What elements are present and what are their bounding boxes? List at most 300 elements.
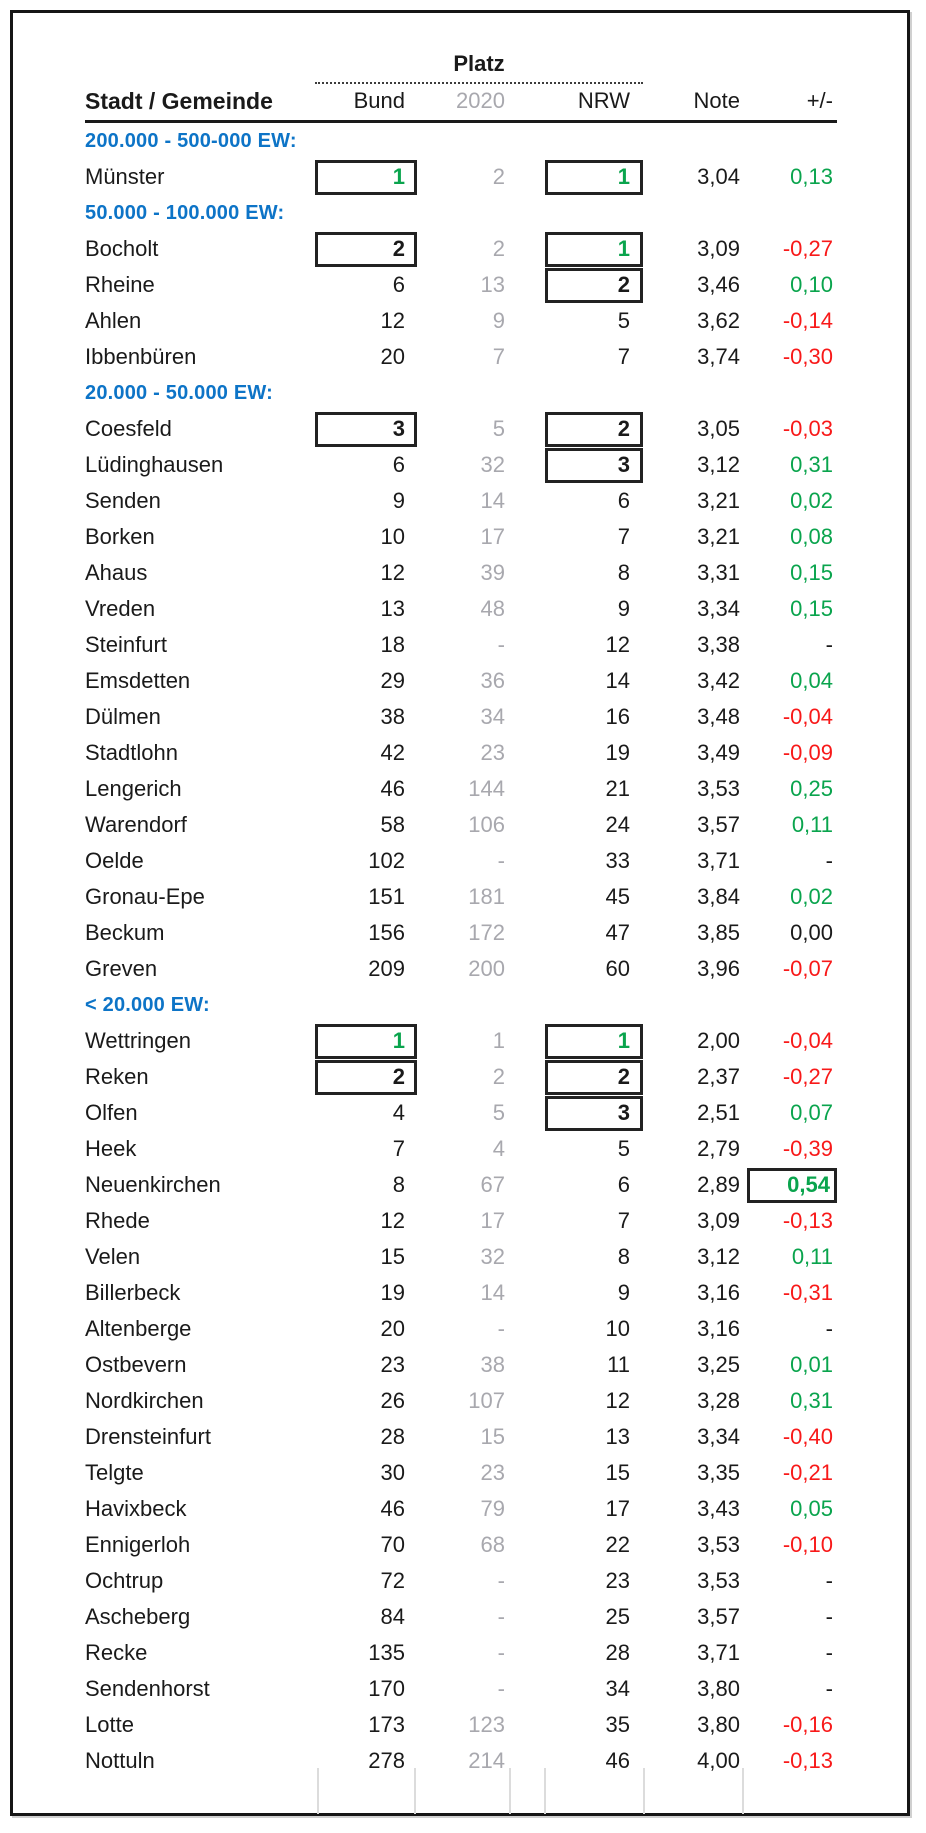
grade-note: 3,62 xyxy=(697,308,740,333)
rank-bund: 12 xyxy=(380,308,405,333)
rank-nrw xyxy=(545,160,643,195)
table-row xyxy=(85,1167,837,1203)
table-row xyxy=(85,555,837,591)
rank-nrw: 11 xyxy=(607,1352,630,1377)
rank-bund: 4 xyxy=(392,1100,405,1125)
city-name: Senden xyxy=(85,488,161,513)
rank-bund: 12 xyxy=(380,1208,405,1233)
grade-note: 3,05 xyxy=(697,416,740,441)
rank-2020: - xyxy=(497,1604,505,1629)
city-name: Bocholt xyxy=(85,236,159,261)
city-name: Münster xyxy=(85,164,165,189)
grade-change: 0,13 xyxy=(790,164,833,189)
rank-nrw: 14 xyxy=(605,668,630,693)
table-row xyxy=(85,699,837,735)
table-row xyxy=(85,843,837,879)
rank-nrw: 12 xyxy=(605,1388,630,1413)
city-name: Vreden xyxy=(85,596,156,621)
rank-2020: 5 xyxy=(492,416,505,441)
rank-nrw: 28 xyxy=(605,1640,630,1665)
rank-2020: - xyxy=(497,1676,505,1701)
grade-note: 2,79 xyxy=(697,1136,740,1161)
rank-nrw: 23 xyxy=(605,1568,630,1593)
column-header-2020: 2020 xyxy=(456,88,505,113)
grade-note: 3,38 xyxy=(697,632,740,657)
grade-note: 3,12 xyxy=(697,1244,740,1269)
city-name: Borken xyxy=(85,524,155,549)
grade-note: 3,42 xyxy=(697,668,740,693)
grade-note: 3,71 xyxy=(697,1640,740,1665)
grade-change: 0,15 xyxy=(790,596,833,621)
rank-nrw: 9 xyxy=(617,596,630,621)
rank-2020: 23 xyxy=(480,1460,505,1485)
group-header-label: 50.000 - 100.000 EW: xyxy=(85,201,285,224)
grade-note: 3,12 xyxy=(697,452,740,477)
rank-bund: 151 xyxy=(368,884,405,909)
rank-nrw: 45 xyxy=(605,884,630,909)
city-name: Nottuln xyxy=(85,1748,155,1773)
grade-change: - xyxy=(825,1316,833,1341)
grade-change: -0,31 xyxy=(782,1280,833,1305)
rank-bund: 28 xyxy=(380,1424,405,1449)
grade-note: 2,00 xyxy=(697,1028,740,1053)
city-name: Oelde xyxy=(85,848,144,873)
grade-change: 0,02 xyxy=(790,884,833,909)
rank-2020: 2 xyxy=(492,236,505,261)
rank-box: 1 xyxy=(315,160,417,195)
grade-note: 3,28 xyxy=(697,1388,740,1413)
table-row xyxy=(85,1743,837,1779)
rank-bund: 135 xyxy=(368,1640,405,1665)
rank-bund: 13 xyxy=(380,596,405,621)
grade-note: 3,21 xyxy=(697,524,740,549)
city-name: Lengerich xyxy=(85,776,182,801)
city-name: Greven xyxy=(85,956,158,981)
city-name: Emsdetten xyxy=(85,668,191,693)
rank-2020: 32 xyxy=(480,1244,505,1269)
rank-2020: 123 xyxy=(468,1712,505,1737)
rank-nrw: 8 xyxy=(617,560,630,585)
city-name: Drensteinfurt xyxy=(85,1424,211,1449)
column-header-nrw: NRW xyxy=(577,88,630,113)
grade-note: 3,57 xyxy=(697,812,740,837)
grade-change: 0,15 xyxy=(790,560,833,585)
city-name: Recke xyxy=(85,1640,148,1665)
grade-change: 0,31 xyxy=(790,1388,833,1413)
rank-nrw: 6 xyxy=(617,1172,630,1197)
rank-2020: 14 xyxy=(480,488,505,513)
city-name: Ibbenbüren xyxy=(85,344,197,369)
rank-box: 2 xyxy=(315,1060,417,1095)
rank-nrw: 35 xyxy=(605,1712,630,1737)
grade-change: -0,04 xyxy=(782,704,833,729)
table-row xyxy=(85,807,837,843)
rank-2020: 5 xyxy=(492,1100,505,1125)
table-row xyxy=(85,1059,837,1095)
grade-change: -0,13 xyxy=(782,1208,833,1233)
rank-nrw: 47 xyxy=(605,920,630,945)
grade-note: 3,34 xyxy=(697,1424,740,1449)
rank-2020: 9 xyxy=(492,308,505,333)
gridline-stub xyxy=(509,1768,511,1814)
rank-2020: 67 xyxy=(480,1172,505,1197)
rank-bund: 209 xyxy=(368,956,405,981)
group-header-label: 20.000 - 50.000 EW: xyxy=(85,381,273,404)
city-name: Billerbeck xyxy=(85,1280,181,1305)
rank-2020: 23 xyxy=(480,740,505,765)
grade-change: -0,10 xyxy=(782,1532,833,1557)
city-name: Ahaus xyxy=(85,560,148,585)
rank-box: 2 xyxy=(545,268,643,303)
rank-bund: 15 xyxy=(380,1244,405,1269)
table-row xyxy=(85,1347,837,1383)
city-name: Wettringen xyxy=(85,1028,191,1053)
rank-box: 1 xyxy=(545,1024,643,1059)
rank-2020: 48 xyxy=(480,596,505,621)
city-name: Beckum xyxy=(85,920,165,945)
rank-nrw: 13 xyxy=(605,1424,630,1449)
table-row xyxy=(85,591,837,627)
rank-bund: 8 xyxy=(392,1172,405,1197)
grade-change: 0,11 xyxy=(791,1244,833,1269)
grade-change: -0,40 xyxy=(782,1424,833,1449)
group-header-label: 200.000 - 500-000 EW: xyxy=(85,129,297,152)
rank-2020: 14 xyxy=(480,1280,505,1305)
rank-bund xyxy=(315,412,417,447)
grade-note: 3,84 xyxy=(697,884,740,909)
grade-change: -0,13 xyxy=(782,1748,833,1773)
table-row xyxy=(85,1707,837,1743)
table-row xyxy=(85,735,837,771)
rank-nrw xyxy=(545,1024,643,1059)
grade-change xyxy=(747,1168,837,1203)
rank-bund: 38 xyxy=(380,704,405,729)
table-row xyxy=(85,1131,837,1167)
city-name: Ascheberg xyxy=(85,1604,191,1629)
rank-nrw: 5 xyxy=(617,308,630,333)
rank-bund: 278 xyxy=(368,1748,405,1773)
grade-change: 0,10 xyxy=(790,272,833,297)
city-name: Stadtlohn xyxy=(85,740,178,765)
rank-2020: - xyxy=(497,1316,505,1341)
city-name: Sendenhorst xyxy=(85,1676,210,1701)
grade-change: -0,04 xyxy=(782,1028,833,1053)
rank-bund: 20 xyxy=(380,1316,405,1341)
grade-change: -0,27 xyxy=(782,236,833,261)
grade-change: - xyxy=(825,1676,833,1701)
rank-nrw: 7 xyxy=(617,1208,630,1233)
grade-note: 3,16 xyxy=(697,1316,740,1341)
table-row xyxy=(85,1311,837,1347)
rank-bund: 46 xyxy=(380,1496,405,1521)
rank-2020: 17 xyxy=(480,1208,505,1233)
city-name: Gronau-Epe xyxy=(85,884,205,909)
grade-note: 3,43 xyxy=(697,1496,740,1521)
rank-nrw xyxy=(545,1060,643,1095)
table-row xyxy=(85,159,837,195)
rank-nrw: 19 xyxy=(605,740,630,765)
rank-bund: 10 xyxy=(380,524,405,549)
rank-bund xyxy=(315,232,417,267)
grade-note: 3,53 xyxy=(697,1568,740,1593)
platz-header-row xyxy=(85,48,837,84)
rank-box: 2 xyxy=(315,232,417,267)
grade-note: 3,09 xyxy=(697,236,740,261)
grade-change: 0,05 xyxy=(790,1496,833,1521)
rank-bund: 72 xyxy=(380,1568,405,1593)
grade-change: - xyxy=(825,1568,833,1593)
grade-change: -0,16 xyxy=(782,1712,833,1737)
city-name: Rheine xyxy=(85,272,155,297)
table-row xyxy=(85,771,837,807)
rank-2020: - xyxy=(497,848,505,873)
column-header-note: Note xyxy=(693,88,740,113)
city-name: Dülmen xyxy=(85,704,161,729)
table-row xyxy=(85,447,837,483)
rank-nrw xyxy=(545,268,643,303)
rank-box: 3 xyxy=(315,412,417,447)
table-row xyxy=(85,1599,837,1635)
grade-note: 3,31 xyxy=(697,560,740,585)
platz-header-label: Platz xyxy=(315,51,643,84)
group-header-row xyxy=(85,195,837,231)
rank-2020: 1 xyxy=(492,1028,505,1053)
table-row xyxy=(85,915,837,951)
rank-bund: 18 xyxy=(380,632,405,657)
rank-2020: 2 xyxy=(492,1064,505,1089)
table-row xyxy=(85,1671,837,1707)
rank-2020: 13 xyxy=(480,272,505,297)
grade-change: -0,21 xyxy=(782,1460,833,1485)
grade-change: - xyxy=(825,1604,833,1629)
rank-2020: 39 xyxy=(480,560,505,585)
rank-bund: 6 xyxy=(392,272,405,297)
table-row xyxy=(85,483,837,519)
rank-nrw: 8 xyxy=(617,1244,630,1269)
table-row xyxy=(85,231,837,267)
grade-change: 0,02 xyxy=(790,488,833,513)
grade-change: -0,03 xyxy=(782,416,833,441)
gridline-stub xyxy=(414,1768,416,1814)
grade-note: 3,74 xyxy=(697,344,740,369)
city-name: Ostbevern xyxy=(85,1352,187,1377)
rank-nrw xyxy=(545,448,643,483)
rank-bund: 173 xyxy=(368,1712,405,1737)
city-name: Heek xyxy=(85,1136,137,1161)
grade-note: 2,89 xyxy=(697,1172,740,1197)
grade-change: -0,14 xyxy=(782,308,833,333)
grade-note: 3,57 xyxy=(697,1604,740,1629)
group-header-row xyxy=(85,375,837,411)
rank-bund xyxy=(315,160,417,195)
grade-note: 3,46 xyxy=(697,272,740,297)
table-row xyxy=(85,951,837,987)
rank-nrw: 33 xyxy=(605,848,630,873)
rank-2020: 4 xyxy=(492,1136,505,1161)
grade-note: 4,00 xyxy=(697,1748,740,1773)
rank-bund: 42 xyxy=(380,740,405,765)
table-row xyxy=(85,879,837,915)
rank-nrw: 7 xyxy=(617,344,630,369)
rank-nrw: 22 xyxy=(605,1532,630,1557)
rank-2020: - xyxy=(497,1568,505,1593)
grade-note: 3,04 xyxy=(697,164,740,189)
grade-note: 3,21 xyxy=(697,488,740,513)
rank-2020: 200 xyxy=(468,956,505,981)
rank-2020: - xyxy=(497,1640,505,1665)
grade-change: 0,08 xyxy=(790,524,833,549)
table-row xyxy=(85,1239,837,1275)
rank-2020: 181 xyxy=(468,884,505,909)
grade-note: 3,53 xyxy=(697,1532,740,1557)
rank-bund xyxy=(315,1060,417,1095)
city-name: Havixbeck xyxy=(85,1496,187,1521)
city-name: Warendorf xyxy=(85,812,187,837)
grade-note: 3,25 xyxy=(697,1352,740,1377)
rank-bund: 84 xyxy=(380,1604,405,1629)
table-row xyxy=(85,1635,837,1671)
rank-2020: 68 xyxy=(480,1532,505,1557)
rank-nrw: 17 xyxy=(605,1496,630,1521)
grade-note: 3,80 xyxy=(697,1712,740,1737)
rank-nrw: 15 xyxy=(605,1460,630,1485)
rank-nrw: 46 xyxy=(605,1748,630,1773)
rank-bund: 23 xyxy=(380,1352,405,1377)
table-row xyxy=(85,1491,837,1527)
table-row xyxy=(85,1023,837,1059)
rank-box: 2 xyxy=(545,1060,643,1095)
grade-change: -0,07 xyxy=(782,956,833,981)
city-name: Nordkirchen xyxy=(85,1388,204,1413)
gridline-stub xyxy=(317,1768,319,1814)
grade-change: - xyxy=(825,1640,833,1665)
table-row xyxy=(85,411,837,447)
table-row xyxy=(85,303,837,339)
rank-nrw: 6 xyxy=(617,488,630,513)
grade-note: 3,53 xyxy=(697,776,740,801)
rank-bund: 7 xyxy=(392,1136,405,1161)
rank-bund: 30 xyxy=(380,1460,405,1485)
city-name: Coesfeld xyxy=(85,416,172,441)
rank-bund: 26 xyxy=(380,1388,405,1413)
group-header-row xyxy=(85,123,837,159)
rank-2020: 106 xyxy=(468,812,505,837)
rank-box: 3 xyxy=(545,448,643,483)
rank-nrw: 60 xyxy=(605,956,630,981)
city-name: Velen xyxy=(85,1244,141,1269)
table-row xyxy=(85,1527,837,1563)
column-header-row xyxy=(85,84,837,118)
rank-box: 1 xyxy=(315,1024,417,1059)
table-row xyxy=(85,339,837,375)
column-header-city: Stadt / Gemeinde xyxy=(85,87,273,114)
city-name: Steinfurt xyxy=(85,632,167,657)
grade-note: 2,37 xyxy=(697,1064,740,1089)
table-row xyxy=(85,519,837,555)
table-row xyxy=(85,1275,837,1311)
rank-box: 1 xyxy=(545,160,643,195)
rank-2020: 214 xyxy=(468,1748,505,1773)
group-header-row xyxy=(85,987,837,1023)
rank-bund: 170 xyxy=(368,1676,405,1701)
table-row xyxy=(85,627,837,663)
rank-box: 3 xyxy=(545,1096,643,1131)
rank-bund: 102 xyxy=(368,848,405,873)
city-name: Lotte xyxy=(85,1712,134,1737)
rank-box: 2 xyxy=(545,412,643,447)
grade-note: 3,16 xyxy=(697,1280,740,1305)
grade-note: 3,71 xyxy=(697,848,740,873)
city-name: Olfen xyxy=(85,1100,138,1125)
group-header-label: < 20.000 EW: xyxy=(85,993,210,1016)
grade-note: 2,51 xyxy=(697,1100,740,1125)
rank-nrw: 5 xyxy=(617,1136,630,1161)
grade-note: 3,09 xyxy=(697,1208,740,1233)
rank-bund: 20 xyxy=(380,344,405,369)
grade-note: 3,85 xyxy=(697,920,740,945)
column-header-bund: Bund xyxy=(353,88,405,113)
table-row xyxy=(85,1419,837,1455)
rank-2020: 144 xyxy=(468,776,505,801)
grade-note: 3,34 xyxy=(697,596,740,621)
rank-nrw: 10 xyxy=(605,1316,630,1341)
rank-bund: 29 xyxy=(380,668,405,693)
city-name: Lüdinghausen xyxy=(85,452,224,477)
city-name: Ochtrup xyxy=(85,1568,164,1593)
grade-change: - xyxy=(825,848,833,873)
city-name: Reken xyxy=(85,1064,149,1089)
grade-note: 3,48 xyxy=(697,704,740,729)
grade-change: 0,07 xyxy=(790,1100,833,1125)
grade-change: 0,25 xyxy=(790,776,833,801)
city-name: Telgte xyxy=(85,1460,144,1485)
grade-note: 3,49 xyxy=(697,740,740,765)
grade-note: 3,35 xyxy=(697,1460,740,1485)
grade-change: -0,27 xyxy=(782,1064,833,1089)
rank-bund: 58 xyxy=(380,812,405,837)
rank-2020: 38 xyxy=(480,1352,505,1377)
table-row xyxy=(85,1455,837,1491)
table-body xyxy=(85,123,837,1779)
grade-note: 3,96 xyxy=(697,956,740,981)
grade-change: -0,39 xyxy=(782,1136,833,1161)
rank-2020: - xyxy=(497,632,505,657)
rank-nrw xyxy=(545,412,643,447)
rank-bund: 9 xyxy=(392,488,405,513)
city-name: Neuenkirchen xyxy=(85,1172,221,1197)
rank-nrw: 21 xyxy=(605,776,630,801)
rank-nrw: 24 xyxy=(605,812,630,837)
rank-nrw: 7 xyxy=(617,524,630,549)
rank-2020: 17 xyxy=(480,524,505,549)
grade-change: 0,01 xyxy=(790,1352,833,1377)
grade-change: -0,30 xyxy=(782,344,833,369)
rank-nrw: 25 xyxy=(605,1604,630,1629)
rank-box: 1 xyxy=(545,232,643,267)
rank-bund: 46 xyxy=(380,776,405,801)
grade-note: 3,80 xyxy=(697,1676,740,1701)
grade-change-box: 0,54 xyxy=(747,1168,837,1203)
table-row xyxy=(85,1563,837,1599)
table-row xyxy=(85,1383,837,1419)
rank-bund: 156 xyxy=(368,920,405,945)
column-header-diff: +/- xyxy=(806,88,833,113)
gridline-stub xyxy=(742,1768,744,1814)
grade-change: 0,31 xyxy=(790,452,833,477)
rank-2020: 36 xyxy=(480,668,505,693)
rank-bund: 12 xyxy=(380,560,405,585)
table-row xyxy=(85,1095,837,1131)
